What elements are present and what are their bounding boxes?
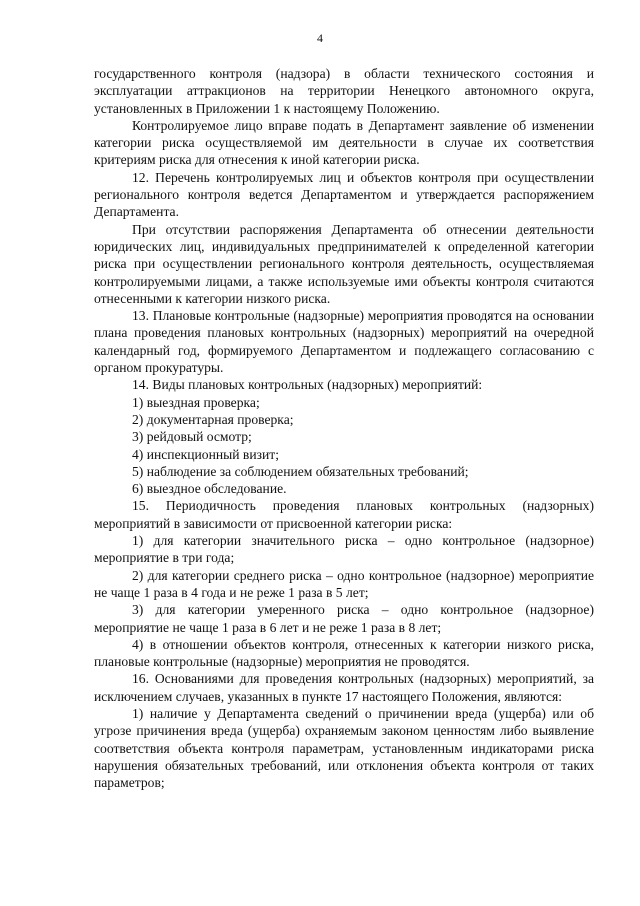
paragraph-continuation: государственного контроля (надзора) в области технического состояния и эксплуатации аттракционов на территории Ненецкого автономного округа, установленных в Приложении 1 к настоящему Положению. [94, 66, 594, 116]
list-item: 4) в отношении объектов контроля, отнесенных к категории низкого риска, плановые контрольные (надзорные) мероприятия не проводятся. [94, 636, 594, 670]
paragraph: Контролируемое лицо вправе подать в Департамент заявление об изменении категории риска осуществляемой им деятельности в случае их соответствия критериям риска для отнесения к иной категории риска. [94, 117, 594, 168]
list-item: 4) инспекционный визит; [132, 446, 279, 462]
list-item: 6) выездное обследование. [132, 481, 287, 497]
paragraph-item-13: 13. Плановые контрольные (надзорные) мероприятия проводятся на основании плана проведения плановых контрольных (надзорных) мероприятий на очередной календарный год, формируемого Департаментом и подлежащего согласованию с органом прокуратуры. [94, 308, 594, 376]
paragraph-item-14: 14. Виды плановых контрольных (надзорных) мероприятий: [132, 377, 483, 393]
page-number: 4 [317, 31, 323, 45]
list-item: 1) выездная проверка; [132, 394, 260, 410]
paragraph: При отсутствии распоряжения Департамента об отнесении деятельности юридических лиц, индивидуальных предпринимателей к определенной категории риска при осуществлении регионального контроля деятельность, осуществляемая контролируемыми лицами, а также используемые ими объекты контроля считаются отнесенными к категории низкого риска. [94, 221, 594, 306]
list-item: 5) наблюдение за соблюдением обязательных требований; [132, 463, 469, 479]
list-item: 3) рейдовый осмотр; [132, 429, 252, 445]
list-item: 2) документарная проверка; [132, 411, 294, 427]
paragraph-item-16: 16. Основаниями для проведения контрольных (надзорных) мероприятий, за исключением случаев, указанных в пункте 17 настоящего Положения, являются: [94, 671, 594, 704]
list-item: 1) наличие у Департамента сведений о причинении вреда (ущерба) или об угрозе причинения вреда (ущерба) охраняемым законом ценностям либо выявление соответствия объекта контроля параметрам, установленным индикаторами риска нарушения обязательных требований, или отклонения объекта контроля от таких параметров; [94, 705, 594, 791]
list-item: 1) для категории значительного риска – одно контрольное (надзорное) мероприятие в три года; [94, 533, 594, 566]
document-body [94, 65, 594, 791]
paragraph-item-12: 12. Перечень контролируемых лиц и объектов контроля при осуществлении регионального контроля ведется Департаментом и утверждается распоряжением Департамента. [94, 169, 594, 220]
paragraph-item-15: 15. Периодичность проведения плановых контрольных (надзорных) мероприятий в зависимости от присвоенной категории риска: [94, 498, 594, 531]
list-item: 2) для категории среднего риска – одно контрольное (надзорное) мероприятие не чаще 1 раза в 4 года и не реже 1 раза в 5 лет; [94, 567, 594, 600]
list-item: 3) для категории умеренного риска – одно контрольное (надзорное) мероприятие не чаще 1 раза в 6 лет и не реже 1 раза в 8 лет; [94, 602, 594, 635]
